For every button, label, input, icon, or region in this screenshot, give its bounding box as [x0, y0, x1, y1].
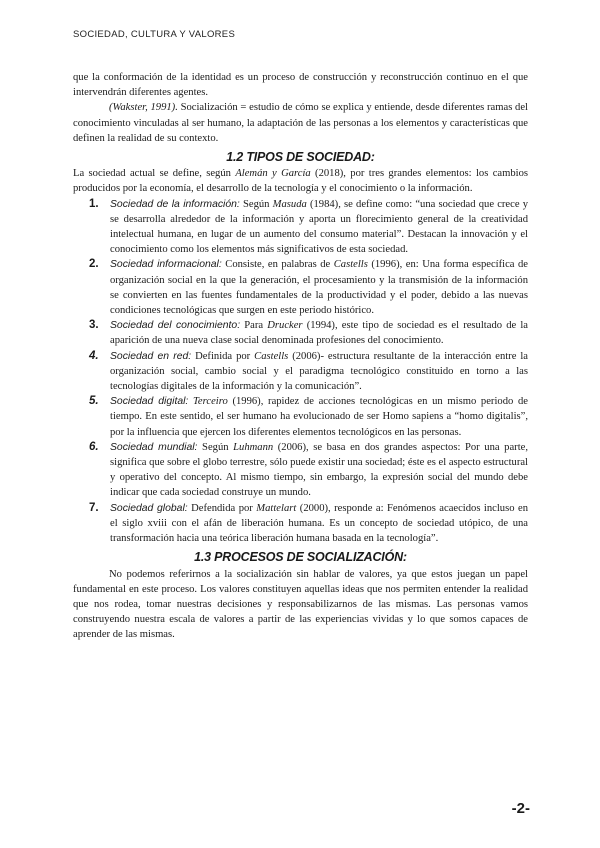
- citation: Drucker: [267, 320, 303, 332]
- item-term: Sociedad del conocimiento:: [110, 320, 241, 332]
- section-heading-procesos: 1.3 PROCESOS DE SOCIALIZACIÓN:: [194, 550, 407, 565]
- socialization-paragraph: No podemos referirnos a la socialización sin hablar de valores, ya que estos juegan un papel fundamental en este proceso. Los valores constituyen aquellas ideas que nos permiten entender la realidad que nos rodea, tomar nuestras decisiones y responsabilizarnos de las mismas. Las personas vamos construyendo nuestra escala de valores a partir de las experiencias vividas y lo que somos capaces de aprender de las mismas.: [73, 568, 528, 641]
- section-lead: La sociedad actual se define, según Alemán y García (2018), por tres grandes elementos: los cambios producidos por la economía, el desarrollo de la tecnología y el conocimiento o la información.: [73, 168, 528, 195]
- list-item: 6. Sociedad mundial: Según Luhmann (2006), se basa en dos grandes aspectos: Por una parte, significa que sobre el globo terrestre, sólo puede existir una sociedad; éste es el aspecto estructural y operativo del concepto. Al mismo tiempo, sin embargo, la expresión social del mundo debe indicar que cada sociedad construye un mundo.: [89, 440, 529, 499]
- list-item: 4. Sociedad en red: Definida por Castells (2006)- estructura resultante de la interacción entre la organización social, cambio social y el paradigma tecnológico constituido en torno a las tecnologías digitales de la información y la comunicación”.: [89, 349, 528, 393]
- item-term: Sociedad en red:: [110, 350, 192, 362]
- society-types-list: [73, 197, 528, 547]
- intro-paragraph: que la conformación de la identidad es un proceso de construcción y reconstrucción continuo en el que intervendrán diferentes agentes.: [73, 72, 528, 99]
- item-term: Sociedad mundial:: [110, 441, 198, 453]
- list-item: 1. Sociedad de la información: Según Masuda (1984), se define como: “una sociedad que crece y se desarrolla alrededor de la información y aporta un florecimiento general de la creatividad intelectual humana, en lugar de un aumento del consumo material”. Destacan la innovación y el conocimiento como los elementos más significativos de esta sociedad.: [89, 197, 529, 256]
- citation: Castells: [254, 350, 289, 362]
- citation: Terceiro: [193, 396, 228, 408]
- citation: Castells: [333, 259, 368, 271]
- item-term: Sociedad global:: [110, 502, 188, 514]
- citation: Alemán y García: [235, 168, 311, 180]
- list-item: 3. Sociedad del conocimiento: Para Drucker (1994), este tipo de sociedad es el resultado de la aparición de una nueva clase social denominada profesiones del conocimiento.: [89, 319, 528, 347]
- list-item: 5. Sociedad digital: Terceiro (1996), rapidez de acciones tecnológicas en un mismo periodo de tiempo. En este sentido, el ser humano ha evolucionado de ser Homo sapiens a “homo digitalis”, por la influencia que ejercen los diferentes elementos tecnológicos en las personas.: [89, 395, 528, 438]
- item-term: Sociedad informacional:: [110, 259, 222, 271]
- citation: (Wakster, 1991).: [109, 102, 178, 114]
- item-number: 3.: [89, 319, 99, 332]
- definition-text: Socialización = estudio de cómo se explica y entiende, desde diferentes ramas del conocimiento vinculadas al ser humano, la adaptación de las personas a los elementos y características que definen la realidad de su contexto.: [73, 102, 529, 144]
- citation: Masuda: [272, 198, 307, 210]
- citation: Mattelart: [256, 502, 297, 514]
- running-header: SOCIEDAD, CULTURA Y VALORES: [73, 29, 236, 40]
- item-number: 2.: [89, 258, 99, 271]
- list-item: 2. Sociedad informacional: Consiste, en palabras de Castells (1996), en: Una forma específica de organización social en la que la generación, el procesamiento y la transmisión de la información se convierten en las fuentes fundamentales de la productividad y el poder, debido a las nuevas condiciones tecnológicas que surgen en este periodo histórico.: [89, 258, 528, 317]
- section-heading-tipos: 1.2 TIPOS DE SOCIEDAD:: [226, 150, 375, 165]
- list-item: 7. Sociedad global: Defendida por Mattelart (2000), responde a: Fenómenos acaecidos incluso en el siglo xviii con el afán de liberación humana. Es un concepto de sociedad utópico, de una transformación hacia una teórica liberación humana basada en la tecnología”.: [89, 501, 528, 545]
- page-number: -2-: [511, 800, 530, 817]
- item-number: 6.: [89, 440, 99, 453]
- item-term: Sociedad digital:: [110, 396, 189, 408]
- socialization-definition: [73, 100, 528, 146]
- item-number: 1.: [89, 197, 99, 210]
- item-term: Sociedad de la información:: [110, 198, 240, 210]
- citation: Luhmann: [233, 441, 274, 453]
- page-body: [73, 70, 528, 643]
- item-number: 7.: [89, 501, 99, 514]
- item-number: 4.: [89, 349, 99, 362]
- item-number: 5.: [89, 395, 99, 408]
